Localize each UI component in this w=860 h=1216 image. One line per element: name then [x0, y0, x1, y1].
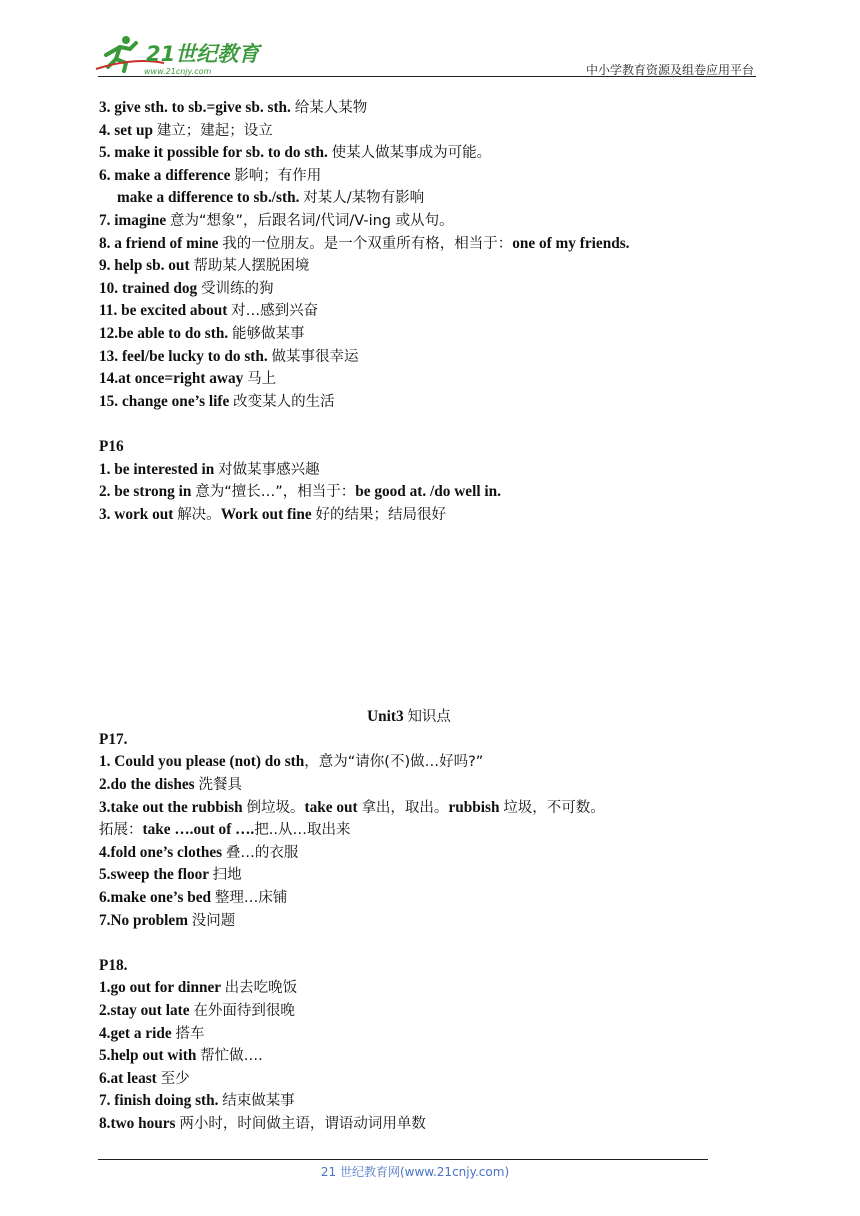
list-item: 5.help out with 帮忙做….	[99, 1047, 263, 1065]
list-item: 6.make one’s bed 整理…床铺	[99, 889, 288, 907]
svg-text:www.21cnjy.com: www.21cnjy.com	[144, 67, 212, 76]
list-item: 3.take out the rubbish 倒垃圾。take out 拿出，取出。rubbish 垃圾，不可数。	[99, 798, 605, 816]
list-item: make a difference to sb./sth. 对某人/某物有影响	[117, 189, 425, 207]
list-item: 8.two hours 两小时，时间做主语，谓语动词用单数	[99, 1114, 426, 1132]
list-item: 2.stay out late 在外面待到很晚	[99, 1002, 295, 1019]
list-item: 8. a friend of mine 我的一位朋友。是一个双重所有格，相当于：one of my friends.	[99, 234, 630, 252]
list-item: 4.fold one’s clothes 叠…的衣服	[99, 843, 299, 861]
footer-divider	[98, 1159, 708, 1160]
list-item: 11. be excited about 对…感到兴奋	[99, 302, 319, 320]
site-logo[interactable]	[94, 33, 264, 77]
list-item: 14.at once=right away 马上	[99, 370, 277, 388]
list-item: 3. give sth. to sb.=give sb. sth. 给某人某物	[99, 99, 368, 116]
spacer	[99, 526, 759, 706]
footer-link[interactable]: 21 世纪教育网(www.21cnjy.com)	[320, 1165, 510, 1179]
page-header	[0, 0, 860, 80]
section-heading-p18: P18.	[99, 956, 128, 974]
list-item: 10. trained dog 受训练的狗	[99, 279, 274, 297]
list-item: 4. set up 建立；建起；设立	[99, 121, 273, 139]
list-item: 7. finish doing sth. 结束做某事	[99, 1092, 295, 1110]
spacer	[99, 413, 759, 436]
list-item: 拓展：take ….out of ….把..从…取出来	[99, 821, 351, 839]
logo-graphic	[94, 33, 264, 77]
list-item: 15. change one’s life 改变某人的生活	[99, 392, 335, 410]
page-footer	[0, 1163, 860, 1180]
list-item: 6.at least 至少	[99, 1069, 190, 1087]
list-item: 7.No problem 没问题	[99, 911, 236, 929]
spacer	[99, 932, 759, 955]
list-item: 1.go out for dinner 出去吃晚饭	[99, 979, 298, 997]
list-item: 7. imagine 意为“想象”，后跟名词/代词/V-ing 或从句。	[99, 211, 454, 229]
section-heading-p16: P16	[99, 437, 124, 455]
list-item: 3. work out 解决。Work out fine 好的结果；结局很好	[99, 505, 446, 523]
list-item: 5. make it possible for sb. to do sth. 使某人做某事成为可能。	[99, 144, 492, 162]
unit-title: Unit3 知识点	[367, 708, 451, 726]
header-divider	[98, 76, 756, 77]
list-item: 2. be strong in 意为“擅长…”，相当于：be good at. /do well in.	[99, 483, 501, 501]
list-item: 9. help sb. out 帮助某人摆脱困境	[99, 257, 310, 275]
list-item: 5.sweep the floor 扫地	[99, 866, 242, 884]
list-item: 6. make a difference 影响；有作用	[99, 166, 322, 184]
list-item: 13. feel/be lucky to do sth. 做某事很幸运	[99, 347, 359, 365]
platform-slogan: 中小学教育资源及组卷应用平台	[585, 63, 754, 77]
list-item: 1. be interested in 对做某事感兴趣	[99, 460, 320, 478]
document-body	[99, 97, 759, 1136]
list-item: 4.get a ride 搭车	[99, 1024, 205, 1042]
list-item: 2.do the dishes 洗餐具	[99, 776, 242, 794]
list-item: 12.be able to do sth. 能够做某事	[99, 324, 305, 342]
logo-figure-head-icon	[122, 36, 130, 44]
list-item: 1. Could you please (not) do sth，意为“请你(不)做…好吗?”	[99, 753, 484, 771]
section-heading-p17: P17.	[99, 730, 128, 748]
svg-text:21世纪教育: 21世纪教育	[146, 42, 260, 66]
